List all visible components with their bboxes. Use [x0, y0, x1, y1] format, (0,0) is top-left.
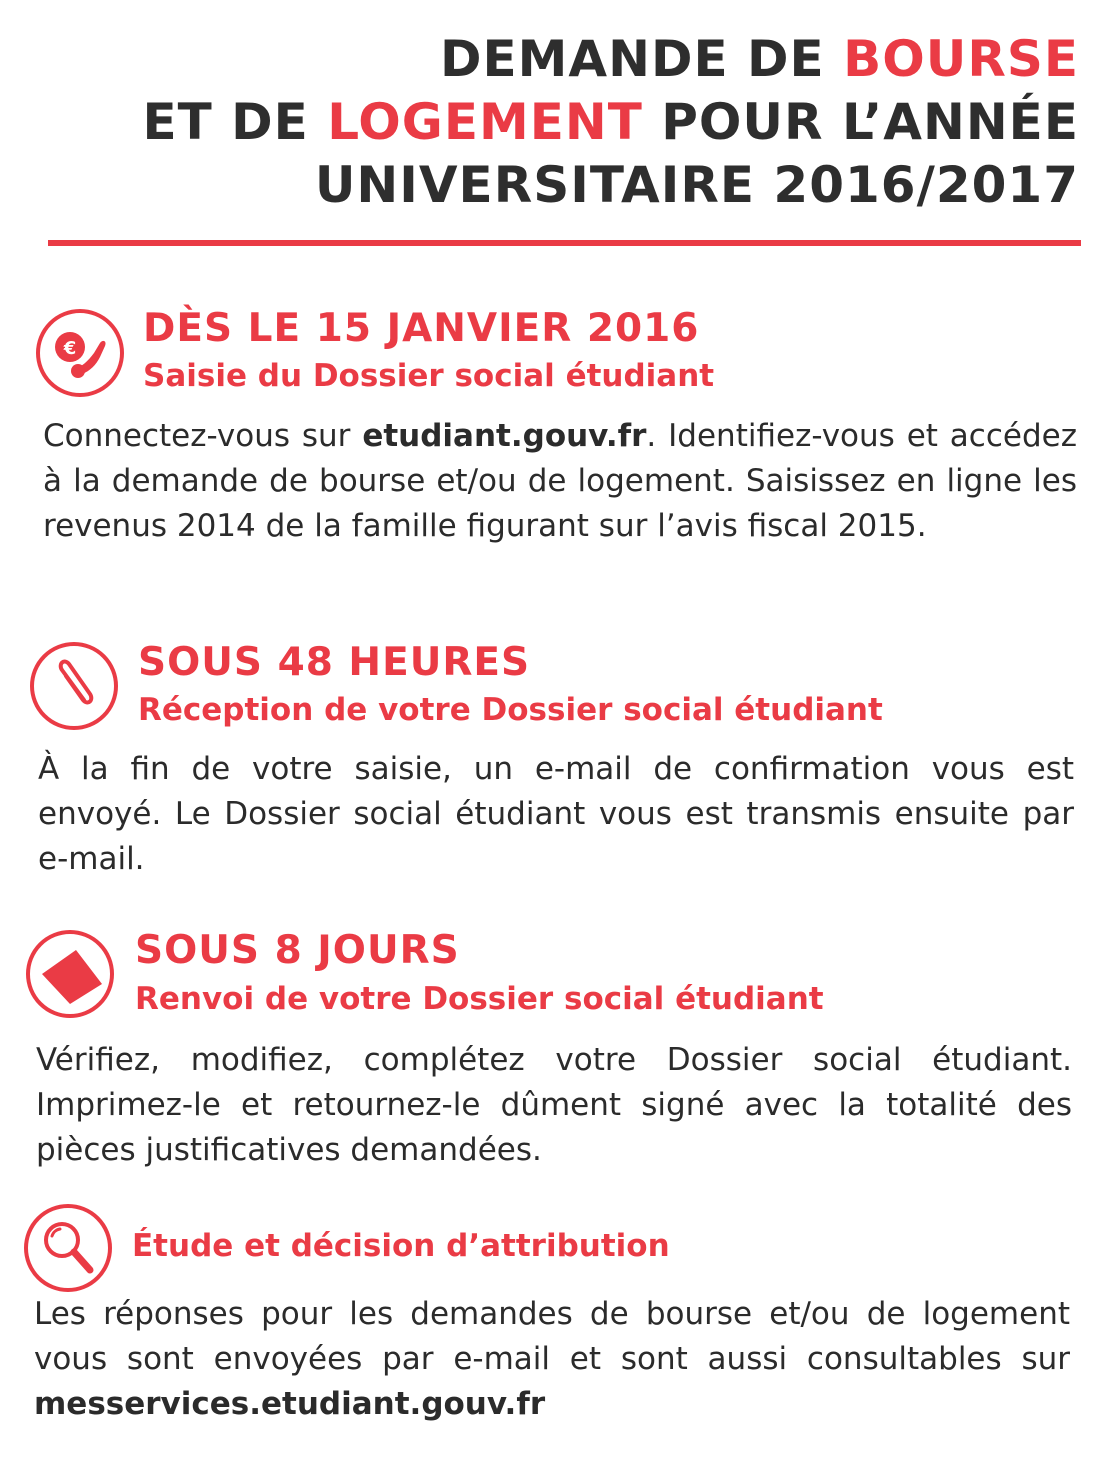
folder-icon [24, 928, 116, 1020]
step-3-body: Vérifiez, modifiez, complétez votre Dossier social étudiant. Imprimez-le et retournez-le dûment signé avec la totalité des pièces justificatives demandées. [36, 1042, 1072, 1168]
step-4-subheading: Étude et décision d’attribution [132, 1228, 670, 1264]
step-3-subheading: Renvoi de votre Dossier social étudiant [135, 981, 824, 1017]
magnifier-icon [22, 1202, 114, 1294]
step-3-heading: SOUS 8 JOURS [135, 928, 460, 973]
title-line-1: DEMANDE DE BOURSE [440, 30, 1079, 88]
step-2-body: À la fin de votre saisie, un e-mail de confirmation vous est envoyé. Le Dossier social étudiant vous est transmis ensuite par e-mail. [38, 751, 1074, 877]
step-4-body: Les réponses pour les demandes de bourse et/ou de logement vous sont envoyées par e-mail et sont aussi consultables sur messervices.etudiant.gouv.fr [34, 1296, 1070, 1422]
page-title [142, 28, 1079, 217]
step-1-heading: DÈS LE 15 JANVIER 2016 [143, 306, 700, 351]
svg-text:€: € [63, 338, 77, 359]
messervices-link[interactable]: messervices.etudiant.gouv.fr [34, 1386, 546, 1422]
step-1-body: Connectez-vous sur etudiant.gouv.fr. Identifiez-vous et accédez à la demande de bourse et/ou de logement. Saisissez en ligne les revenus 2014 de la famille figurant sur l’avis fiscal 2015. [43, 418, 1077, 544]
step-2-subheading: Réception de votre Dossier social étudiant [138, 692, 883, 728]
title-divider [48, 240, 1081, 246]
paperclip-icon [28, 640, 120, 732]
title-line-2: ET DE LOGEMENT POUR L’ANNÉE [142, 93, 1079, 151]
title-line-3: UNIVERSITAIRE 2016/2017 [314, 156, 1079, 214]
euro-coin-hand-icon [34, 307, 126, 399]
step-1-subheading: Saisie du Dossier social étudiant [143, 358, 715, 394]
etudiant-gouv-link[interactable]: etudiant.gouv.fr [362, 418, 647, 454]
step-2-heading: SOUS 48 HEURES [138, 640, 531, 685]
